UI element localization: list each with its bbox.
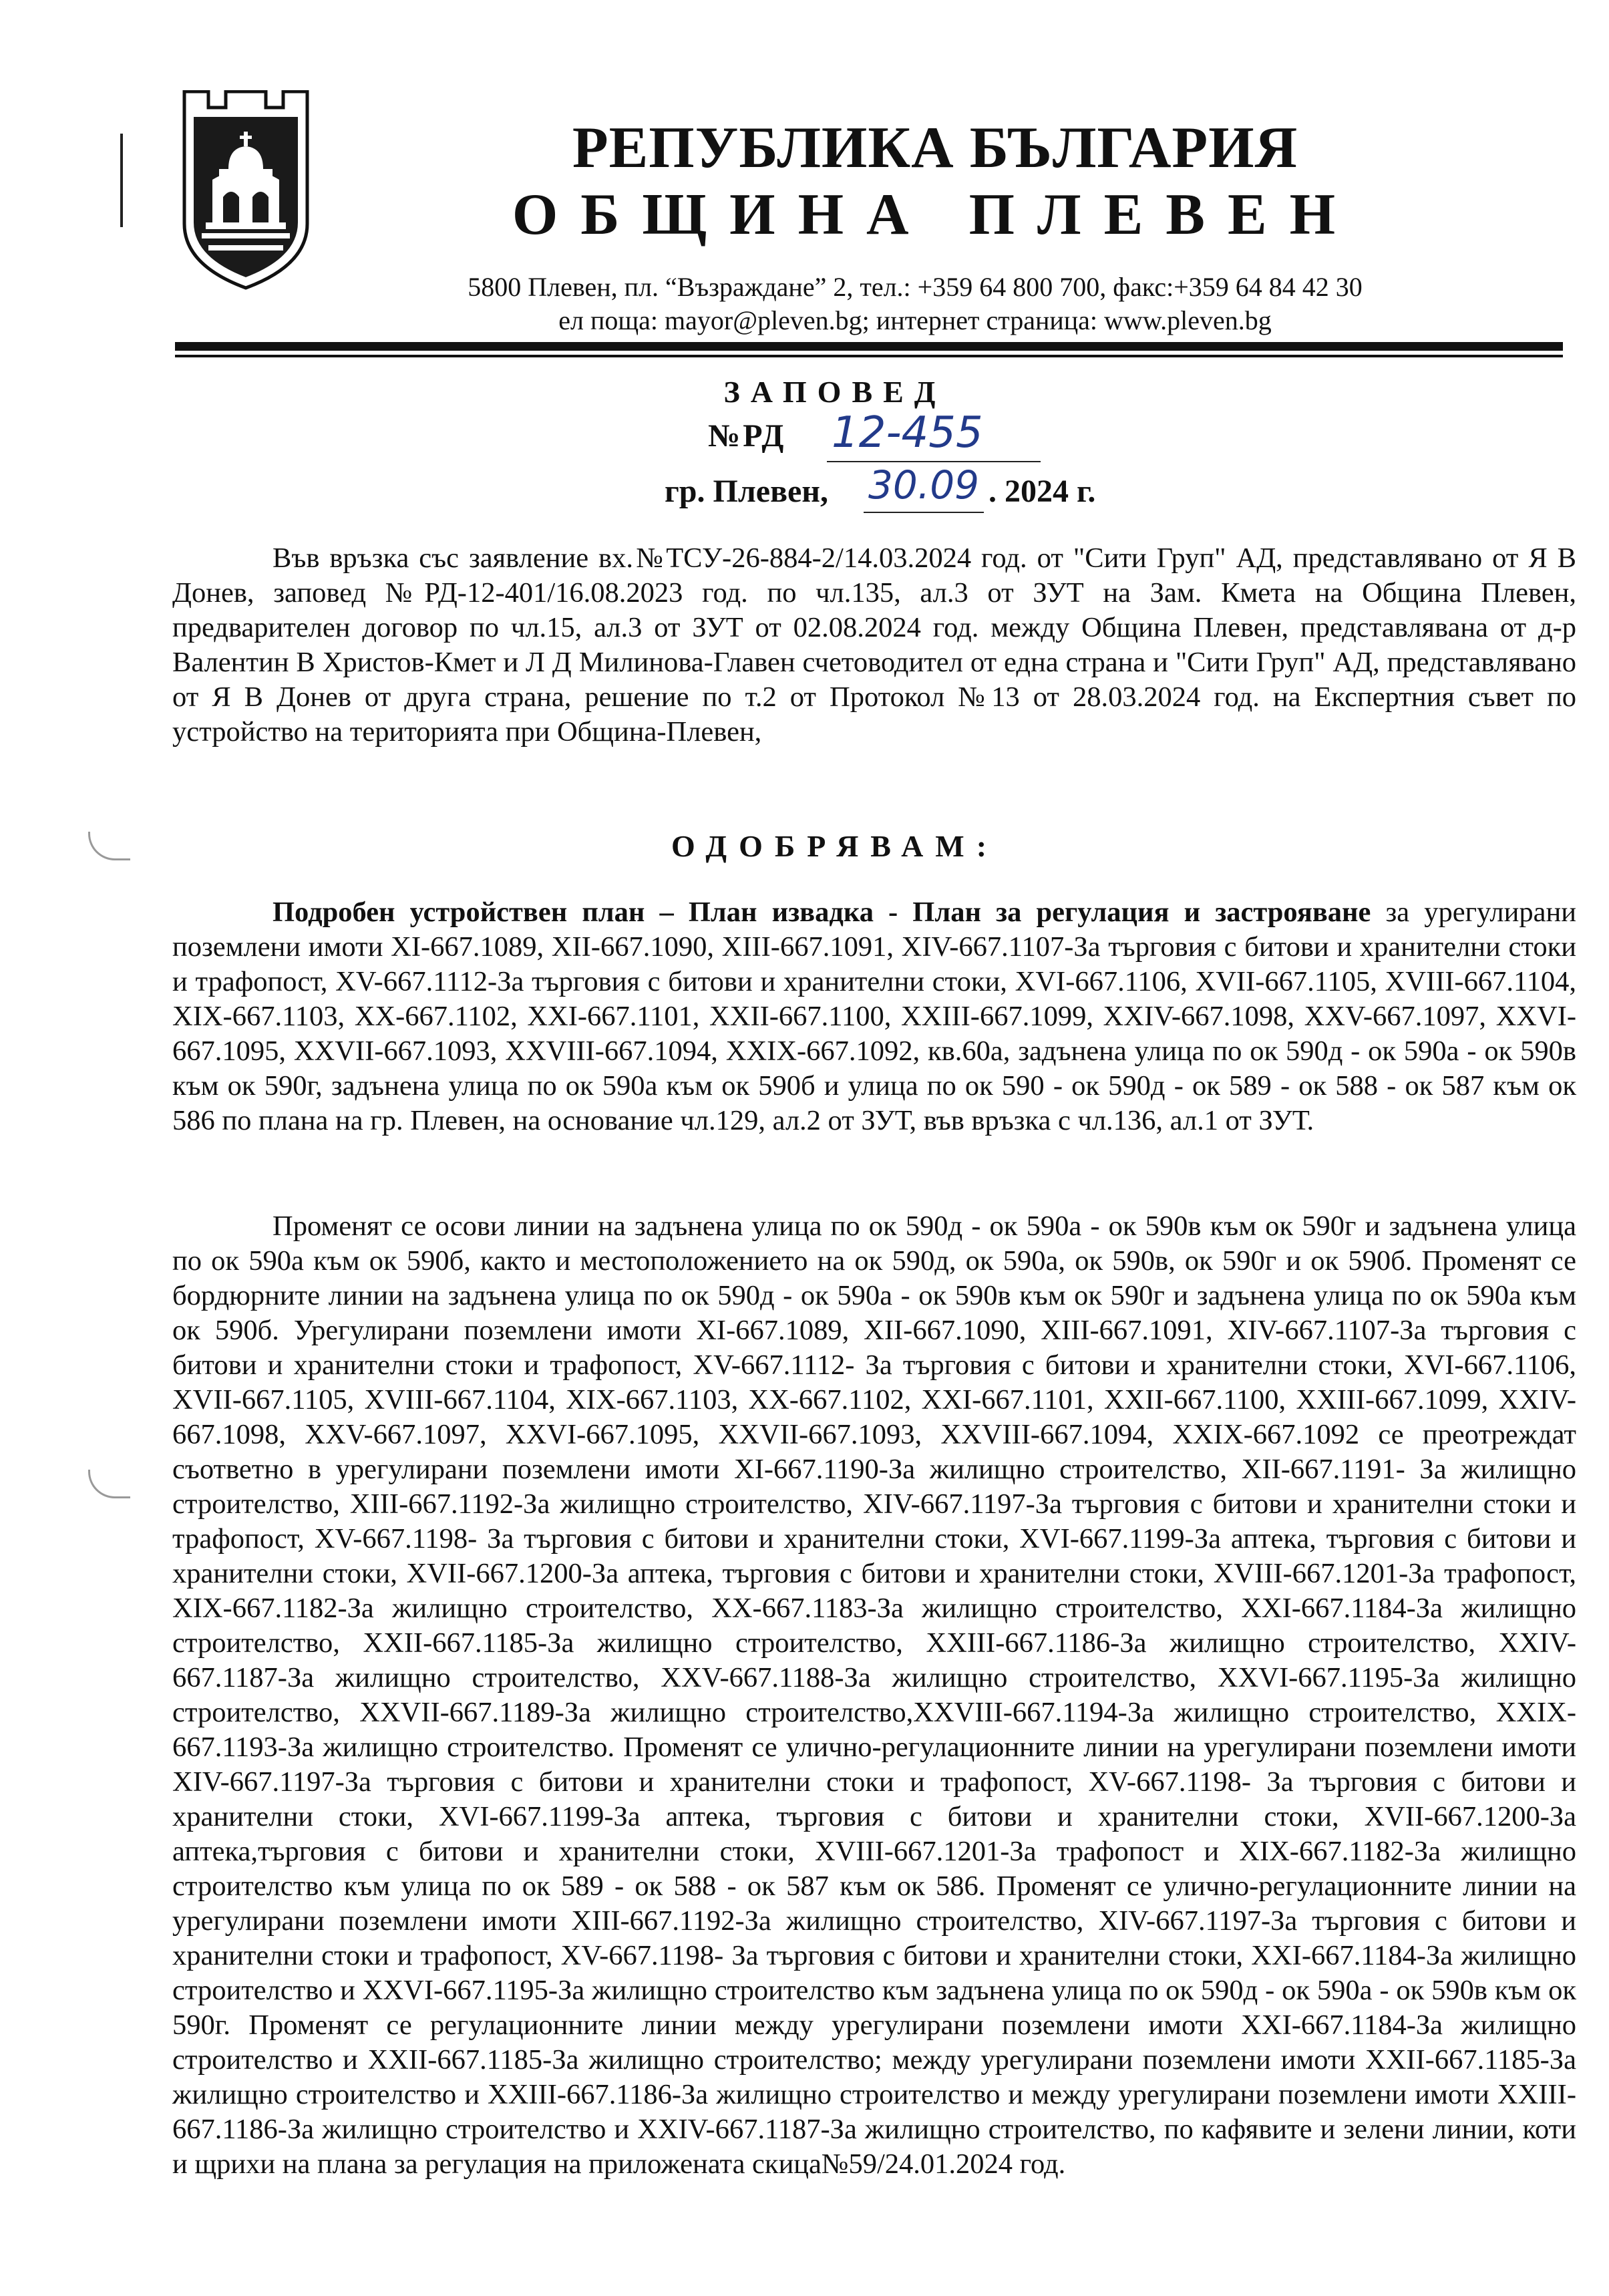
municipality-heading: ОБЩИНА ПЛЕВЕН (512, 182, 1359, 247)
header-divider-thin (175, 355, 1563, 357)
order-date-handwritten: 30.09 (868, 462, 980, 508)
order-number-label: №РД (708, 418, 787, 454)
order-title: ЗАПОВЕД (723, 375, 946, 409)
order-place: гр. Плевен, (665, 474, 828, 509)
order-date-underline (864, 512, 984, 513)
address-line: 5800 Плевен, пл. “Възраждане” 2, тел.: +359 64 800 700, факс:+359 64 84 42 30 (468, 272, 1363, 302)
order-year: . 2024 г. (989, 474, 1096, 509)
punch-hole-mark (88, 1470, 130, 1498)
country-heading: РЕПУБЛИКА БЪЛГАРИЯ (572, 116, 1298, 180)
plan-title: Подробен устройствен план – План извадка - План за регулация и застрояване (273, 896, 1371, 928)
pleven-coat-of-arms-icon (179, 90, 313, 291)
punch-hole-mark (88, 832, 130, 860)
approve-heading: ОДОБРЯВАМ: (671, 829, 999, 863)
plan-description: за урегулирани поземлени имоти XI-667.1089, XII-667.1090, XIII-667.1091, XIV-667.1107-За търговия с битови и хранителни стоки и трафопост, XV-667.1112-За търговия с битови и хранителни стоки, XVI-667.1106, XVII-667.1105, XVIII-667.1104, XIX-667.1103, XX-667.1102, XXI-667.1101, XXII-667.1100, XXIII-667.1099, XXIV-667.1098, XXV-667.1097, XXVI-667.1095, XXVII-667.1093, XXVIII-667.1094, XXIX-667.1092, кв.60а, задънена улица по ок 590д - ок 590а - ок 590в към ок 590г, задънена улица по ок 590а към ок 590б и улица по ок 590 - ок 590д - ок 589 - ок 588 - ок 587 към ок 586 по плана на гр. Плевен, на основание чл.129, ал.2 от ЗУТ, във връзка с чл.136, ал.1 от ЗУТ. (172, 896, 1576, 1136)
changes-paragraph: Променят се осови линии на задънена улица по ок 590д - ок 590а - ок 590в към ок 590г и задънена улица по ок 590а към ок 590б, както и местоположението на ок 590д, ок 590а, ок 590в, ок 590г и ок 590б. Променят се бордюрните линии на задънена улица по ок 590д - ок 590а - ок 590в към ок 590г и задънена улица по ок 590а към ок 590б. Урегулирани поземлени имоти XI-667.1089, XII-667.1090, XIII-667.1091, XIV-667.1107-За търговия с битови и хранителни стоки и трафопост, XV-667.1112- За търговия с битови и хранителни стоки, XVI-667.1106, XVII-667.1105, XVIII-667.1104, XIX-667.1103, XX-667.1102, XXI-667.1101, XXII-667.1100, XXIII-667.1099, XXIV-667.1098, XXV-667.1097, XXVI-667.1095, XXVII-667.1093, XXVIII-667.1094, XXIX-667.1092 се преотреждат съответно в урегулирани поземлени имоти XI-667.1190-За жилищно строителство, XII-667.1191- За жилищно строителство, XIII-667.1192-За жилищно строителство, XIV-667.1197-За търговия с битови и хранителни стоки и трафопост, XV-667.1198- За търговия с битови и хранителни стоки, XVI-667.1199-За аптека, търговия с битови и хранителни стоки, XVII-667.1200-За аптека, търговия с битови и хранителни стоки, XVIII-667.1201-За трафопост, XIX-667.1182-За жилищно строителство, XX-667.1183-За жилищно строителство, XXI-667.1184-За жилищно строителство, XXII-667.1185-За жилищно строителство, XXIII-667.1186-За жилищно строителство, XXIV-667.1187-За жилищно строителство, XXV-667.1188-За жилищно строителство, XXVI-667.1195-За жилищно строителство, XXVII-667.1189-За жилищно строителство,XXVIII-667.1194-За жилищно строителство, XXIX-667.1193-За жилищно строителство. Променят се улично-регулационните линии на урегулирани поземлени имоти XIV-667.1197-За търговия с битови и хранителни стоки и трафопост, XV-667.1198- За търговия с битови и хранителни стоки, XVI-667.1199-За аптека, търговия с битови и хранителни стоки, XVII-667.1200-За аптека,търговия с битови и хранителни стоки, XVIII-667.1201-За трафопост и XIX-667.1182-За жилищно строителство към улица по ок 589 - ок 588 - ок 587 към ок 586. Променят се улично-регулационните линии на урегулирани поземлени имоти XIII-667.1192-За жилищно строителство, XIV-667.1197-За търговия с битови и хранителни стоки и трафопост, XV-667.1198- За търговия с битови и хранителни стоки, XXI-667.1184-За жилищно строителство и XXVI-667.1195-За жилищно строителство към задънена улица по ок 590д - ок 590а - ок 590в към ок 590г. Променят се регулационните линии между урегулирани поземлени имоти XXI-667.1184-За жилищно строителство и XXII-667.1185-За жилищно строителство; между урегулирани поземлени имоти XXII-667.1185-За жилищно строителство и XXIII-667.1186-За жилищно строителство и между урегулирани поземлени имоти XXIII-667.1186-За жилищно строителство и XXIV-667.1187-За жилищно строителство, по кафявите и зелени линии, коти и щрихи на плана за регулация на приложената скица№59/24.01.2024 год. (172, 1210, 1576, 2180)
order-number-handwritten: 12-455 (832, 408, 983, 458)
preamble-paragraph: Във връзка със заявление вх.№ТСУ-26-884-2/14.03.2024 год. от "Сити Груп" АД, представлявано от Я В Донев, заповед №РД-12-401/16.08.2023 год. по чл.135, ал.3 от ЗУТ на Зам. Кмета на Община Плевен, предварителен договор по чл.15, ал.3 от ЗУТ от 02.08.2024 год. между Община Плевен, представлявана от д-р Валентин В Христов-Кмет и Л Д Милинова-Главен счетоводител от една страна и "Сити Груп" АД, представлявано от Я В Донев от друга страна, решение по т.2 от Протокол №13 от 28.03.2024 год. на Експертния съвет по устройство на територията при Община-Плевен, (172, 542, 1576, 748)
header-divider-thick (175, 342, 1563, 351)
plan-paragraph (172, 895, 1576, 1138)
contact-line: ел поща: mayor@pleven.bg; интернет страница: www.pleven.bg (558, 305, 1272, 335)
scan-margin-mark (120, 134, 123, 227)
